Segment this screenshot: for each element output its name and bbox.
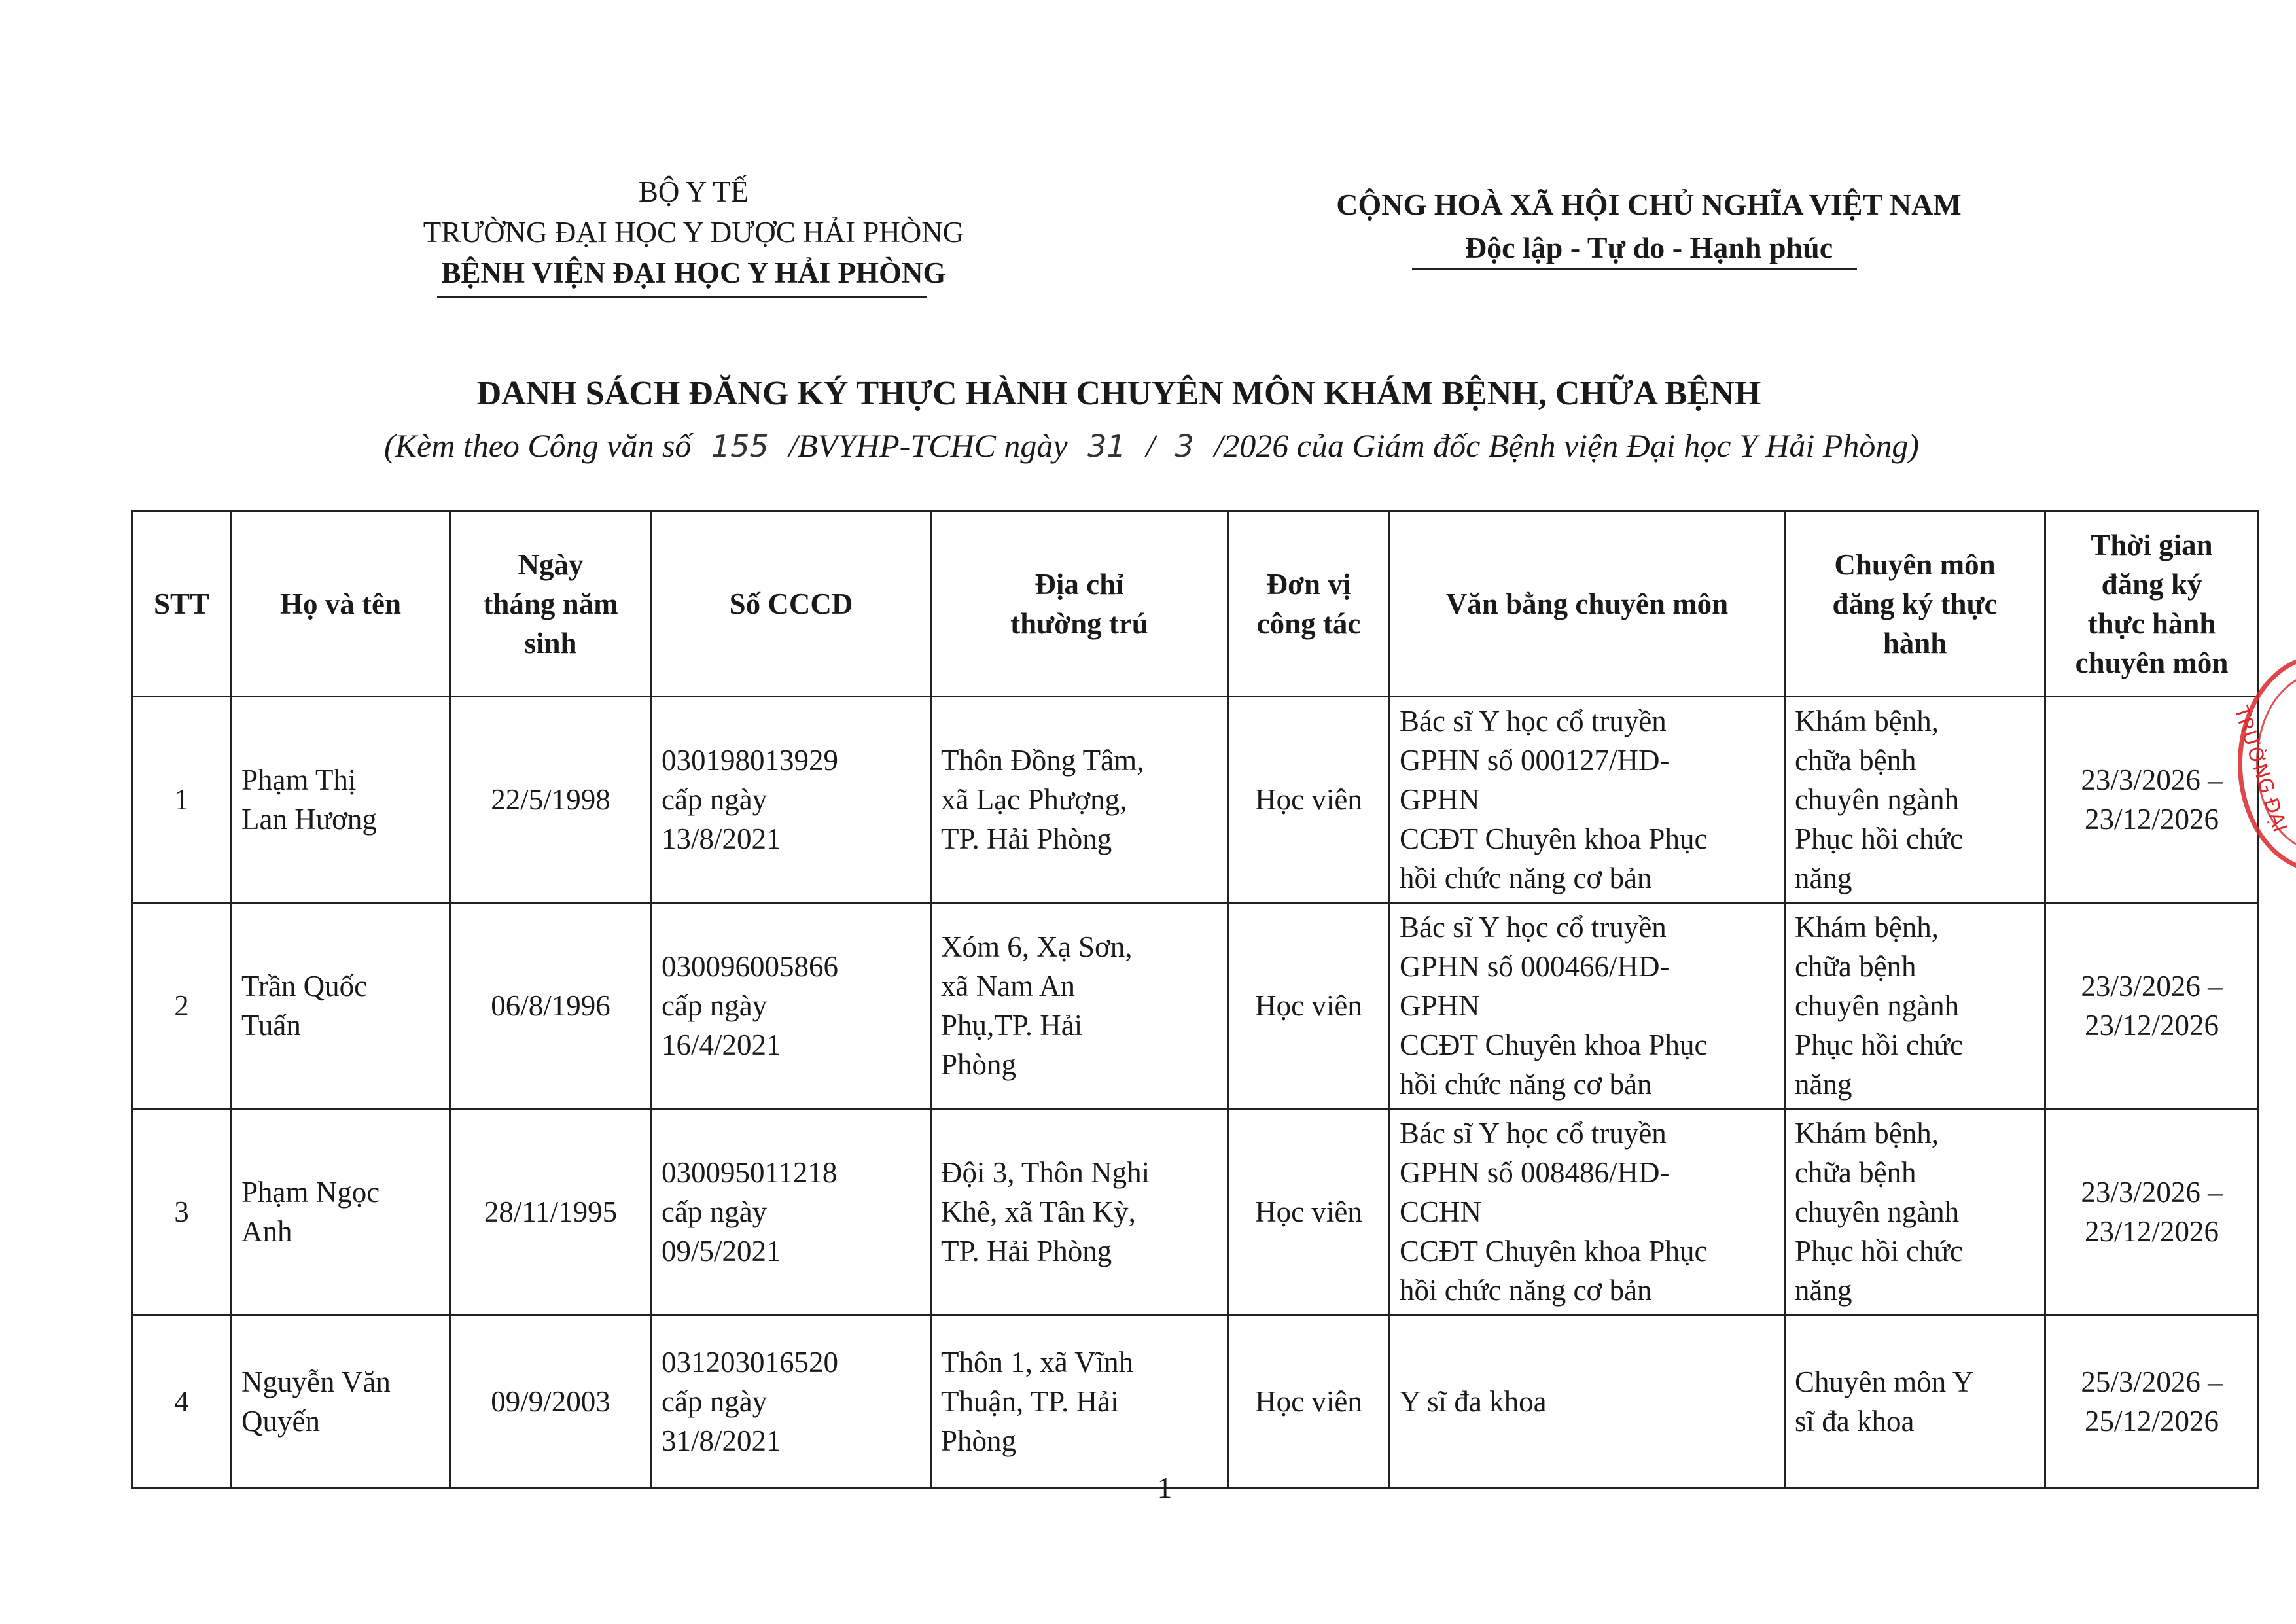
header-address: Địa chỉ thường trú: [931, 512, 1228, 697]
cell-cccd: 030095011218 cấp ngày 09/5/2021: [652, 1109, 931, 1315]
cell-degree: Bác sĩ Y học cổ truyền GPHN số 000466/HD- GPHN CCĐT Chuyên khoa Phục hồi chức năng cơ bản: [1390, 903, 1785, 1109]
document-subtitle: [131, 427, 2172, 465]
national-header: [1243, 183, 2055, 270]
university-name: TRƯỜNG ĐẠI HỌC Y DƯỢC HẢI PHÒNG: [423, 216, 964, 249]
cell-cccd: 030198013929 cấp ngày 13/8/2021: [652, 697, 931, 903]
cell-unit: Học viên: [1228, 903, 1390, 1109]
cell-address: Thôn 1, xã Vĩnh Thuận, TP. Hải Phòng: [931, 1315, 1228, 1489]
cell-dob: 06/8/1996: [450, 903, 652, 1109]
table-row: [132, 1315, 2259, 1489]
cell-cccd: 031203016520 cấp ngày 31/8/2021: [652, 1315, 931, 1489]
cell-unit: Học viên: [1228, 697, 1390, 903]
handwritten-day: 31: [1087, 429, 1126, 464]
page-number: 1: [1157, 1472, 1173, 1504]
cell-address: Xóm 6, Xạ Sơn, xã Nam An Phụ,TP. Hải Phòng: [931, 903, 1228, 1109]
cell-period: 23/3/2026 – 23/12/2026: [2045, 1109, 2259, 1315]
header-period: Thời gian đăng ký thực hành chuyên môn: [2045, 512, 2259, 697]
motto-underline: [1412, 268, 1857, 270]
cell-address: Đội 3, Thôn Nghi Khê, xã Tân Kỳ, TP. Hải Phòng: [931, 1109, 1228, 1315]
cell-cccd: 030096005866 cấp ngày 16/4/2021: [652, 903, 931, 1109]
national-motto: Độc lập - Tự do - Hạnh phúc: [1464, 231, 1833, 264]
subtitle-slash: /: [1146, 427, 1156, 464]
cell-dob: 28/11/1995: [450, 1109, 652, 1315]
table-row: [132, 903, 2259, 1109]
cell-name: Phạm Thị Lan Hương: [232, 697, 450, 903]
issuer-underline: [437, 296, 927, 298]
header-dob: Ngày tháng năm sinh: [450, 512, 652, 697]
country-name: CỘNG HOÀ XÃ HỘI CHỦ NGHĨA VIỆT NAM: [1336, 188, 1962, 221]
cell-stt: 3: [132, 1109, 232, 1315]
header-unit: Đơn vị công tác: [1228, 512, 1390, 697]
header-degree: Văn bằng chuyên môn: [1390, 512, 1785, 697]
table-row: [132, 697, 2259, 903]
table-header-row: [132, 512, 2259, 697]
cell-unit: Học viên: [1228, 1109, 1390, 1315]
red-seal-text: TRƯỜNG ĐẠI: [2229, 703, 2291, 836]
cell-period: 25/3/2026 – 25/12/2026: [2045, 1315, 2259, 1489]
registration-table: [131, 510, 2259, 1489]
subtitle-part-3: /2026 của Giám đốc Bệnh viện Đại học Y Hải Phòng): [1214, 427, 1919, 464]
cell-stt: 4: [132, 1315, 232, 1489]
cell-specialty: Khám bệnh, chữa bệnh chuyên ngành Phục hồi chức năng: [1785, 903, 2045, 1109]
subtitle-part-2: /BVYHP-TCHC ngày: [788, 427, 1068, 464]
header-name: Họ và tên: [232, 512, 450, 697]
cell-unit: Học viên: [1228, 1315, 1390, 1489]
hospital-name: BỆNH VIỆN ĐẠI HỌC Y HẢI PHÒNG: [441, 256, 946, 289]
header-cccd: Số CCCD: [652, 512, 931, 697]
cell-specialty: Chuyên môn Y sĩ đa khoa: [1785, 1315, 2045, 1489]
cell-degree: Bác sĩ Y học cổ truyền GPHN số 000127/HD- GPHN CCĐT Chuyên khoa Phục hồi chức năng cơ bản: [1390, 697, 1785, 903]
cell-degree: Y sĩ đa khoa: [1390, 1315, 1785, 1489]
ministry-name: BỘ Y TẾ: [638, 175, 749, 208]
header-specialty: Chuyên môn đăng ký thực hành: [1785, 512, 2045, 697]
cell-name: Nguyễn Văn Quyến: [232, 1315, 450, 1489]
cell-stt: 2: [132, 903, 232, 1109]
cell-dob: 22/5/1998: [450, 697, 652, 903]
handwritten-doc-number: 155: [711, 429, 769, 464]
handwritten-month: 3: [1174, 429, 1194, 464]
document-title: DANH SÁCH ĐĂNG KÝ THỰC HÀNH CHUYÊN MÔN KHÁM BỆNH, CHỮA BỆNH: [476, 375, 1761, 412]
header-stt: STT: [132, 512, 232, 697]
cell-dob: 09/9/2003: [450, 1315, 652, 1489]
issuer-block: [393, 171, 995, 293]
cell-period: 23/3/2026 – 23/12/2026: [2045, 697, 2259, 903]
subtitle-part-1: (Kèm theo Công văn số: [384, 427, 692, 464]
cell-name: Trần Quốc Tuấn: [232, 903, 450, 1109]
cell-address: Thôn Đồng Tâm, xã Lạc Phượng, TP. Hải Phòng: [931, 697, 1228, 903]
cell-specialty: Khám bệnh, chữa bệnh chuyên ngành Phục hồi chức năng: [1785, 1109, 2045, 1315]
cell-name: Phạm Ngọc Anh: [232, 1109, 450, 1315]
cell-period: 23/3/2026 – 23/12/2026: [2045, 903, 2259, 1109]
table-row: [132, 1109, 2259, 1315]
cell-degree: Bác sĩ Y học cổ truyền GPHN số 008486/HD- CCHN CCĐT Chuyên khoa Phục hồi chức năng cơ bản: [1390, 1109, 1785, 1315]
cell-stt: 1: [132, 697, 232, 903]
cell-specialty: Khám bệnh, chữa bệnh chuyên ngành Phục hồi chức năng: [1785, 697, 2045, 903]
